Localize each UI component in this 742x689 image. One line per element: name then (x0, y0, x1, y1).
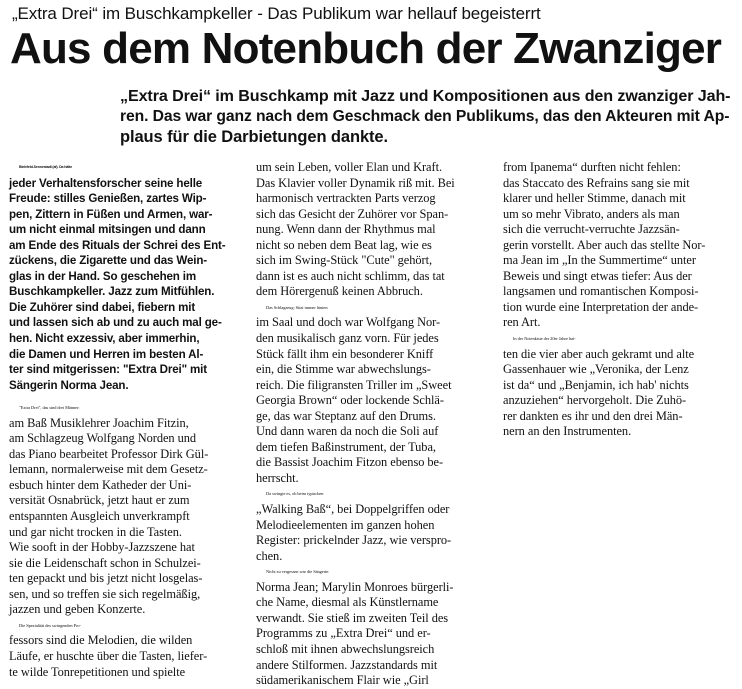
body-line: Und dann waren da noch die Soli auf (256, 424, 439, 439)
body-line: am Baß Musiklehrer Joachim Fitzin, (9, 415, 189, 430)
body-line: "Extra Drei", das sind drei Männer: (19, 405, 80, 411)
body-line: den musikalisch ganz vorn. Für jedes (256, 331, 439, 346)
body-line: reich. Die filigransten Triller im „Sweet (256, 377, 452, 392)
body-line: fessors sind die Melodien, die wilden (9, 633, 193, 648)
body-line: nung. Wenn dann der Rhythmus mal (256, 222, 436, 237)
body-line: ma Jean im „In the Summertime“ unter (503, 253, 696, 268)
body-line: um so mehr Vibrato, anders als man (503, 206, 680, 221)
body-line: esbuch hinter dem Katheder der Uni- (9, 477, 192, 492)
body-line: andere Stilformen. Jazzstandards mit (256, 657, 438, 672)
body-line: Läufe, er huschte über die Tasten, liefer- (9, 648, 208, 663)
intro-line: Sängerin Norma Jean. (9, 378, 129, 392)
body-line: anzuziehen“ hervorgeholt. Die Zuhö- (503, 393, 687, 408)
body-line: Norma Jean; Marylin Monroes bürgerli- (256, 579, 454, 594)
body-line: Das Schlagzeug: Sitzt immer hinten (266, 304, 328, 310)
body-line: schloß mit ihnen abwechslungsreich (256, 641, 435, 656)
body-line: tion wurde eine Interpretation der ande- (503, 299, 699, 314)
body-line: Wie sooft in der Hobby-Jazzszene hat (9, 540, 195, 555)
intro-line: ter sind mitgerissen: "Extra Drei" mit (9, 363, 207, 377)
body-line: herrscht. (256, 470, 299, 485)
body-line: nicht so neben dem Beat lag, wie es (256, 237, 432, 252)
body-line: sich die verrucht-verruchte Jazzsän- (503, 222, 680, 237)
body-line: das Piano bearbeitet Professor Dirk Gül- (9, 446, 209, 461)
body-line: gerin vorstellt. Aber auch das stellte Nor- (503, 237, 706, 252)
intro-line: und lassen sich ab und zu auch mal ge- (9, 316, 222, 330)
body-line: im Saal und doch war Wolfgang Nor- (256, 315, 441, 330)
body-line: verwandt. Sie stieß im zweiten Teil des (256, 610, 449, 625)
body-line: sich das Gesicht der Zuhörer vor Span- (256, 206, 449, 221)
article-intro (9, 160, 243, 393)
body-line: harmonisch vertrackten Parts verzog (256, 191, 436, 206)
body-line: Das Klavier voller Dynamik riß mit. Bei (256, 175, 455, 190)
body-line: chen. (256, 548, 283, 563)
article-overline: „Extra Drei“ im Buschkampkeller - Das Publikum war hellauf begeisterrt (12, 4, 541, 23)
body-line: Da swingte es, ob beim typischen (266, 491, 324, 497)
intro-line: jeder Verhaltensforscher seine helle (9, 176, 203, 190)
body-line: das Staccato des Refrains sang sie mit (503, 175, 690, 190)
article-column-2 (256, 160, 488, 688)
body-line: dem Hörergenuß keinen Abbruch. (256, 284, 423, 299)
body-line: um sein Leben, voller Elan und Kraft. (256, 160, 443, 174)
body-line: ge, das war Steptanz auf den Drums. (256, 408, 436, 423)
body-line: Beweis und singt etwas tiefer: Aus der (503, 268, 692, 283)
body-line: Gassenhauer wie „Veronika, der Lenz (503, 362, 689, 377)
body-line: Programms zu „Extra Drei“ und er- (256, 626, 431, 641)
lead-line: plaus für die Darbietungen dankte. (120, 128, 388, 146)
body-line: klarer und heller Stimme, danach mit (503, 191, 686, 206)
body-line: langsamen und romantischen Komposi- (503, 284, 699, 299)
body-line: jazzen und geben Konzerte. (9, 602, 146, 617)
article-lead (120, 86, 734, 148)
intro-line: zückens, die Zigarette und das Wein- (9, 254, 207, 268)
article-column-1 (9, 160, 243, 679)
body-line: Stück fällt ihm ein besonderer Kniff (256, 346, 434, 361)
intro-line: glas in der Hand. So geschehen im (9, 269, 197, 283)
body-line: entspannten Ausgleich unverkrampft (9, 509, 190, 524)
body-line: te wilde Tonrepetitionen und spielte (9, 664, 186, 679)
intro-line: Freude: stilles Genießen, zartes Wip- (9, 192, 207, 206)
body-line: sen, und so treffen sie sich regelmäßig, (9, 586, 201, 601)
body-line: Die Spezialität des swingenden Pro- (19, 622, 81, 628)
body-line: ren Art. (503, 315, 541, 330)
article-column-3 (503, 160, 733, 630)
intro-line: Bielefeld-Sennestadt (af). Da hätte (19, 165, 73, 169)
body-line: rer dankten es ihr und den drei Män- (503, 408, 683, 423)
body-line: ein, die Stimme war abwechslungs- (256, 362, 431, 377)
body-line: nern an den Instrumenten. (503, 424, 632, 439)
intro-line: Die Zuhörer sind dabei, fiebern mit (9, 300, 196, 314)
body-line: ten die vier aber auch gekramt und alte (503, 346, 695, 361)
body-line: versität Osnabrück, jetzt haut er zum (9, 493, 190, 508)
body-line: dem tiefen Baßinstrument, der Tuba, (256, 439, 436, 454)
body-line: sie die Leidenschaft schon in Schulzei- (9, 555, 201, 570)
lead-line: ren. Das war ganz nach dem Geschmack den Publikums, das den Akteuren mit Ap- (120, 107, 730, 125)
body-line: from Ipanema“ durften nicht fehlen: (503, 160, 681, 174)
body-line: ten gepackt und bis jetzt nicht losgelas- (9, 571, 203, 586)
body-line: dann ist es auch nicht schlimm, das tat (256, 268, 445, 283)
body-line: Melodieelementen im ganzen hohen (256, 517, 435, 532)
intro-line: die Damen und Herren im besten Al- (9, 347, 204, 361)
body-line: und gar nicht trocken in die Tasten. (9, 524, 182, 539)
body-line: südamerikanischem Flair wie „Girl (256, 673, 429, 688)
body-line: sich im Swing-Stück "Cute" gehört, (256, 253, 433, 268)
intro-line: pen, Zittern in Füßen und Armen, war- (9, 207, 213, 221)
intro-line: hen. Nicht exzessiv, aber immerhin, (9, 332, 200, 346)
body-line: ist da“ und „Benjamin, ich hab' nichts (503, 377, 689, 392)
body-line: Nicht zu vergessen war die Sängerin (266, 569, 329, 575)
intro-line: Buschkampkeller. Jazz zum Mitfühlen. (9, 285, 215, 299)
body-line: am Schlagzeug Wolfgang Norden und (9, 431, 197, 446)
body-line: che Name, diesmal als Künstlername (256, 595, 439, 610)
body-line: „Walking Baß“, bei Doppelgriffen oder (256, 502, 450, 517)
body-line: Register: prickelnder Jazz, wie verspro- (256, 533, 452, 548)
body-line: lemann, normalerweise mit dem Gesetz- (9, 462, 208, 477)
body-line: die Bassist Joachim Fitzon ebenso be- (256, 455, 444, 470)
article-headline: Aus dem Notenbuch der Zwanziger (10, 24, 722, 73)
lead-line: „Extra Drei“ im Buschkamp mit Jazz und Kompositionen aus den zwanziger Jah- (120, 87, 731, 105)
intro-line: um nicht einmal mitsingen und dann (9, 223, 206, 237)
body-line: In der Notenkiste der 20er Jahre hat- (513, 336, 576, 342)
body-line: Georgia Brown“ oder lockende Schlä- (256, 393, 444, 408)
intro-line: am Ende des Rituals der Schrei des Ent- (9, 238, 226, 252)
